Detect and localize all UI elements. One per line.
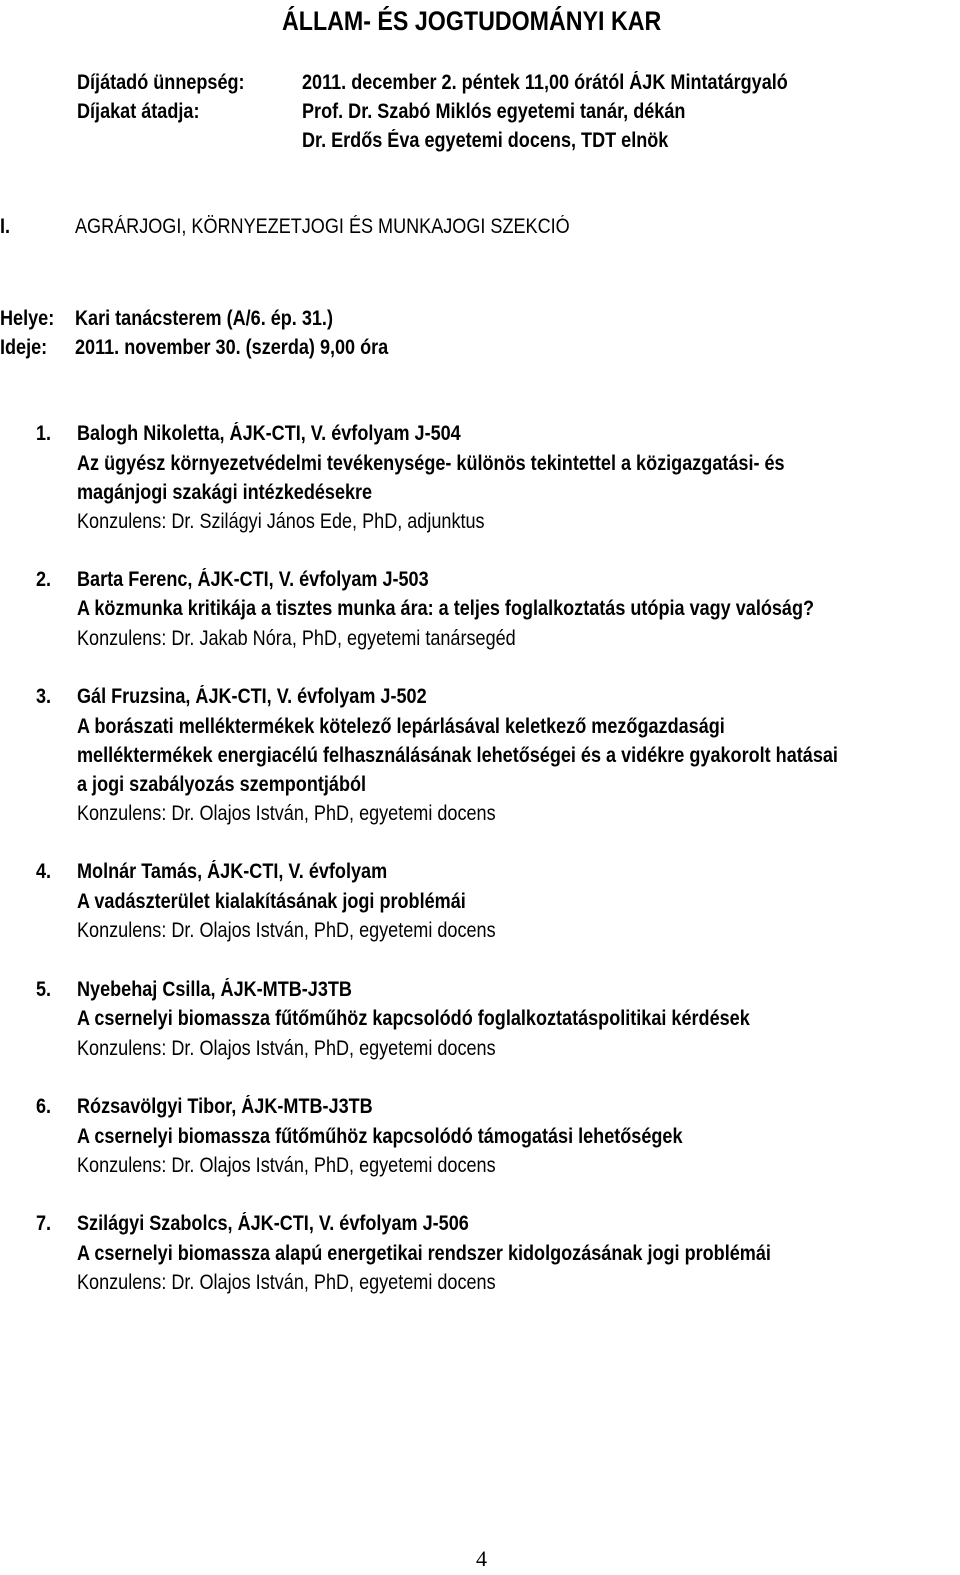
entry-number: 6. bbox=[36, 1095, 52, 1118]
presenters-label: Díjakat átadja: bbox=[77, 100, 200, 123]
entry-advisor: Konzulens: Dr. Olajos István, PhD, egyetemi docens bbox=[77, 919, 496, 942]
presenter-1: Prof. Dr. Szabó Miklós egyetemi tanár, dékán bbox=[302, 100, 686, 123]
entry-author: Gál Fruzsina, ÁJK-CTI, V. évfolyam J-502 bbox=[77, 685, 427, 708]
entry-advisor: Konzulens: Dr. Olajos István, PhD, egyetemi docens bbox=[77, 1271, 496, 1294]
entry-title-line: A borászati melléktermékek kötelező lepárlásával keletkező mezőgazdasági bbox=[77, 715, 725, 738]
ceremony-label: Díjátadó ünnepség: bbox=[77, 71, 245, 94]
entry-number: 5. bbox=[36, 978, 52, 1001]
entry-title-line: A csernelyi biomassza fűtőműhöz kapcsolódó foglalkoztatáspolitikai kérdések bbox=[77, 1007, 750, 1030]
entry-author: Molnár Tamás, ÁJK-CTI, V. évfolyam bbox=[77, 860, 388, 883]
section-title: AGRÁRJOGI, KÖRNYEZETJOGI ÉS MUNKAJOGI SZEKCIÓ bbox=[75, 215, 570, 238]
ceremony-value: 2011. december 2. péntek 11,00 órától ÁJK Mintatárgyaló bbox=[302, 71, 788, 94]
entry-advisor: Konzulens: Dr. Olajos István, PhD, egyetemi docens bbox=[77, 802, 496, 825]
entry-number: 7. bbox=[36, 1212, 52, 1235]
entry-advisor: Konzulens: Dr. Olajos István, PhD, egyetemi docens bbox=[77, 1037, 496, 1060]
entry-advisor: Konzulens: Dr. Jakab Nóra, PhD, egyetemi tanársegéd bbox=[77, 627, 516, 650]
entry-title-line: melléktermékek energiacélú felhasználásának lehetőségei és a vidékre gyakorolt hatásai bbox=[77, 744, 838, 767]
entry-advisor: Konzulens: Dr. Szilágyi János Ede, PhD, adjunktus bbox=[77, 510, 485, 533]
entry-number: 3. bbox=[36, 685, 52, 708]
entry-number: 1. bbox=[36, 422, 52, 445]
presenter-2: Dr. Erdős Éva egyetemi docens, TDT elnök bbox=[302, 129, 669, 152]
place-label: Helye: bbox=[0, 307, 55, 330]
place-value: Kari tanácsterem (A/6. ép. 31.) bbox=[75, 307, 333, 330]
entry-author: Szilágyi Szabolcs, ÁJK-CTI, V. évfolyam J-506 bbox=[77, 1212, 469, 1235]
entry-title-line: A csernelyi biomassza fűtőműhöz kapcsolódó támogatási lehetőségek bbox=[77, 1125, 683, 1148]
entry-title-line: magánjogi szakági intézkedésekre bbox=[77, 481, 373, 504]
time-label: Ideje: bbox=[0, 336, 48, 359]
entry-title-line: a jogi szabályozás szempontjából bbox=[77, 773, 367, 796]
entry-advisor: Konzulens: Dr. Olajos István, PhD, egyetemi docens bbox=[77, 1154, 496, 1177]
entry-author: Balogh Nikoletta, ÁJK-CTI, V. évfolyam J-504 bbox=[77, 422, 461, 445]
time-value: 2011. november 30. (szerda) 9,00 óra bbox=[75, 336, 389, 359]
page-title: ÁLLAM- ÉS JOGTUDOMÁNYI KAR bbox=[282, 6, 662, 36]
section-number: I. bbox=[0, 215, 11, 238]
page-number: 4 bbox=[476, 1546, 487, 1571]
entry-title-line: A közmunka kritikája a tisztes munka ára: a teljes foglalkoztatás utópia vagy valóság? bbox=[77, 597, 815, 620]
entry-author: Nyebehaj Csilla, ÁJK-MTB-J3TB bbox=[77, 978, 352, 1001]
entry-number: 4. bbox=[36, 860, 52, 883]
entry-title-line: Az ügyész környezetvédelmi tevékenysége- különös tekintettel a közigazgatási- és bbox=[77, 452, 785, 475]
entry-author: Barta Ferenc, ÁJK-CTI, V. évfolyam J-503 bbox=[77, 568, 429, 591]
entry-number: 2. bbox=[36, 568, 52, 591]
entry-title-line: A vadászterület kialakításának jogi problémái bbox=[77, 890, 466, 913]
entry-author: Rózsavölgyi Tibor, ÁJK-MTB-J3TB bbox=[77, 1095, 373, 1118]
entry-title-line: A csernelyi biomassza alapú energetikai rendszer kidolgozásának jogi problémái bbox=[77, 1242, 771, 1265]
